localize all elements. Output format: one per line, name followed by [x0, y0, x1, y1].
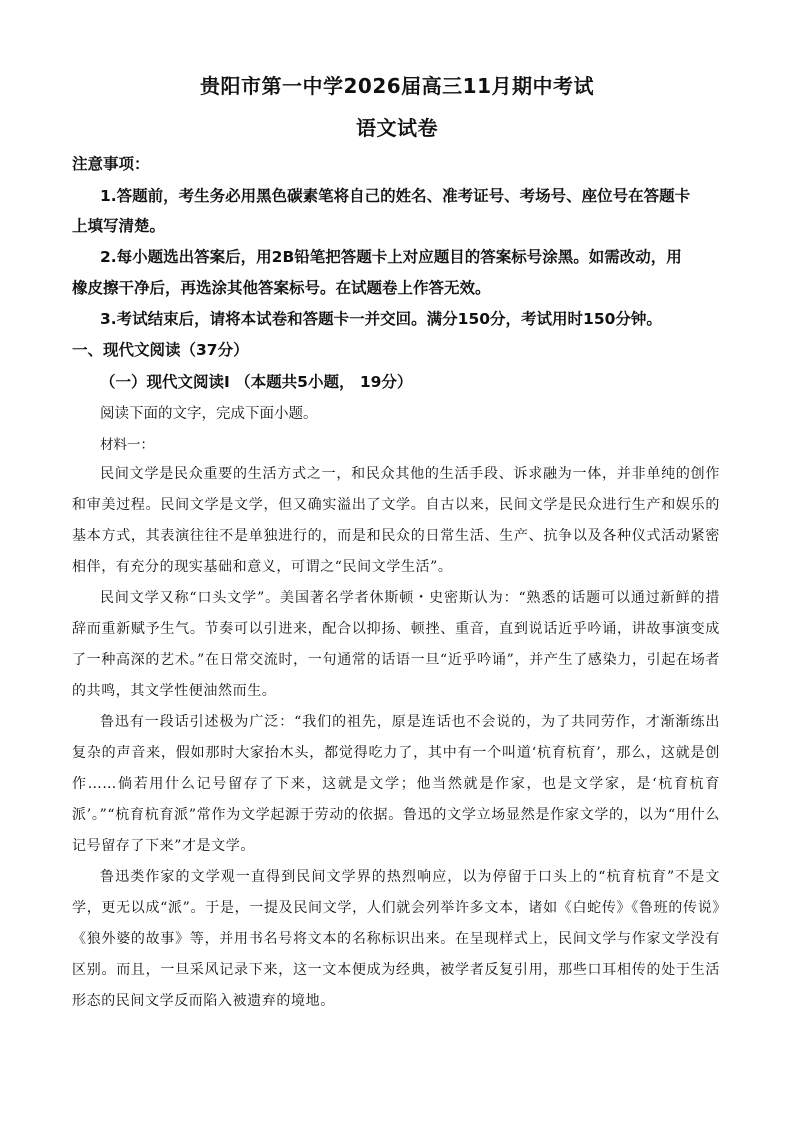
notice-item-3: 3.考试结束后，请将本试卷和答题卡一并交回。满分150分，考试用时150分钟。	[100, 310, 662, 328]
passage-paragraph-3-text: 鲁迅有一段话引述极为广泛：“我们的祖先，原是连话也不会说的，为了共同劳作，才渐渐练出复杂的声音来，假如那时大家抬木头，都觉得吃力了，其中有一个叫道‘杭育杭育’，那么，这就是创作……倘若用什么记号留存了下来，这就是文学；他当然就是作家，也是文学家，是‘杭育杭育派’。”“杭育杭育派”常作为文学起源于劳动的依据。鲁迅的文学立场显然是作家文学的，以为“用什么记号留存了下来”才是文学。	[72, 714, 720, 854]
notice-item-1-line-2: 上填写清楚。	[72, 217, 166, 235]
passage-paragraph-4	[72, 862, 720, 1017]
exam-title: 贵阳市第一中学2026届高三11月期中考试	[200, 74, 594, 98]
material-label: 材料一：	[100, 437, 154, 453]
section-heading: 一、现代文阅读（37分）	[72, 341, 249, 359]
passage-paragraph-2	[72, 583, 720, 707]
passage-paragraph-1-text: 民间文学是民众重要的生活方式之一，和民众其他的生活手段、诉求融为一体，并非单纯的创作和审美过程。民间文学是文学，但又确实溢出了文学。自古以来，民间文学是民众进行生产和娱乐的基本方式，其表演往往不是单独进行的，而是和民众的日常生活、生产、抗争以及各种仪式活动紧密相伴，有充分的现实基础和意义，可谓之“民间文学生活”。	[72, 466, 720, 575]
notice-item-2-line-2: 橡皮擦干净后，再选涂其他答案标号。在试题卷上作答无效。	[72, 279, 491, 297]
passage-paragraph-3	[72, 707, 720, 862]
passage-paragraph-1	[72, 459, 720, 583]
passage-paragraph-4-text: 鲁迅类作家的文学观一直得到民间文学界的热烈响应，以为停留于口头上的“杭育杭育”不是文学，更无以成“派”。于是，一提及民间文学，人们就会列举许多文本，诸如《白蛇传》《鲁班的传说》《狼外婆的故事》等，并用书名号将文本的名称标识出来。在呈现样式上，民间文学与作家文学没有区别。而且，一旦采风记录下来，这一文本便成为经典，被学者反复引用，那些口耳相传的处于生活形态的民间文学反而陷入被遗弃的境地。	[72, 869, 720, 1009]
subsection-heading: （一）现代文阅读Ⅰ （本题共5小题， 19分）	[100, 373, 413, 391]
passage-paragraph-2-text: 民间文学又称“口头文学”。美国著名学者休斯顿・史密斯认为：“熟悉的话题可以通过新鲜的措辞而重新赋予生气。节奏可以引进来，配合以抑扬、顿挫、重音，直到说话近乎吟诵，讲故事演变成了一种高深的艺术。”在日常交流时，一句通常的话语一旦“近乎吟诵”，并产生了感染力，引起在场者的共鸣，其文学性便油然而生。	[72, 590, 720, 699]
notice-item-1-line-1: 1.答题前，考生务必用黑色碳素笔将自己的姓名、准考证号、考场号、座位号在答题卡	[100, 187, 691, 205]
exam-subtitle: 语文试卷	[356, 116, 438, 140]
reading-instruction: 阅读下面的文字，完成下面小题。	[100, 406, 318, 422]
notice-heading: 注意事项：	[72, 155, 150, 173]
notice-item-2-line-1: 2.每小题选出答案后，用2B铅笔把答题卡上对应题目的答案标号涂黑。如需改动，用	[100, 248, 682, 266]
